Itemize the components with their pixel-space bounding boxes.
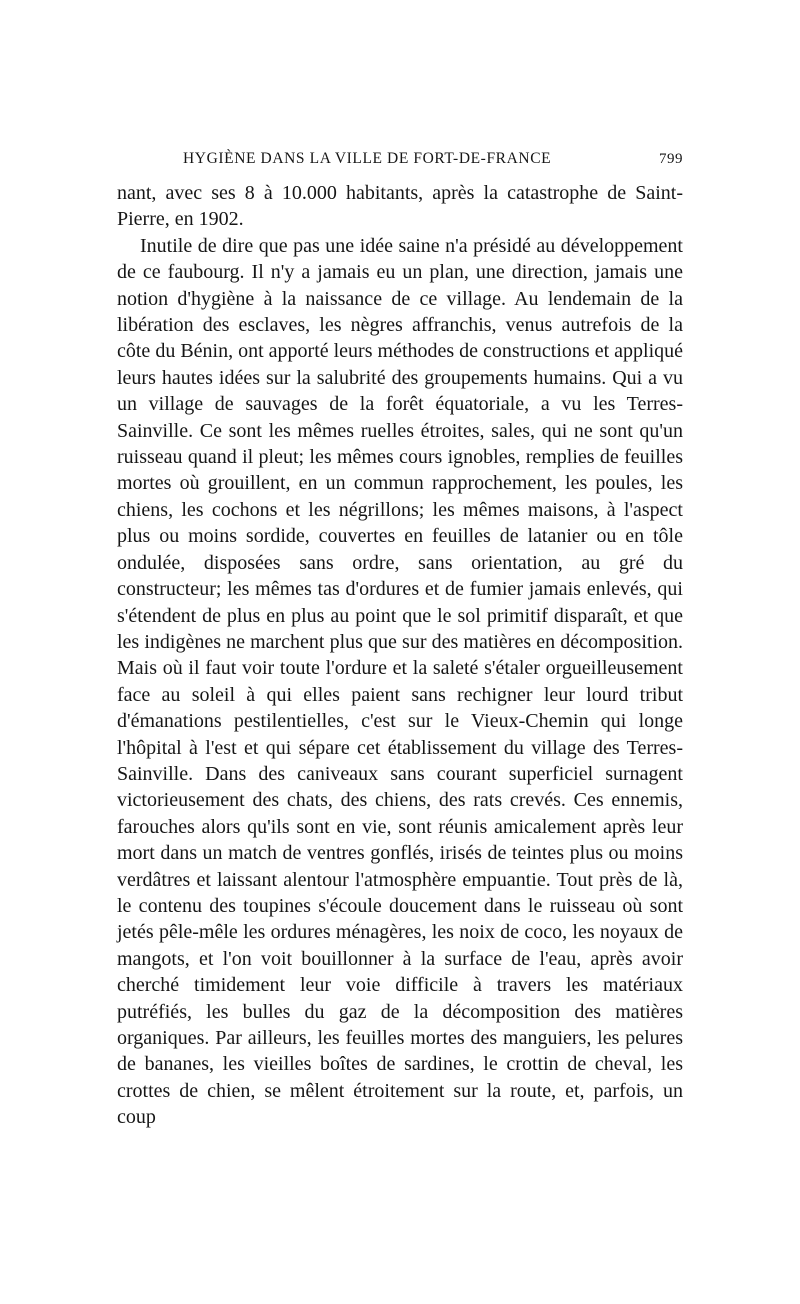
paragraph: Inutile de dire que pas une idée saine n'a présidé au développement de ce faubourg. Il n'y a jamais eu un plan, une direction, jamais une notion d'hygiène à la naissance de ce village. Au lendemain de la libération des esclaves, les nègres affranchis, venus autrefois de la côte du Bénin, ont apporté leurs méthodes de constructions et appliqué leurs hautes idées sur la salubrité des groupements humains. Qui a vu un village de sauvages de la forêt équatoriale, a vu les Terres-Sainville. Ce sont les mêmes ruelles étroites, sales, qui ne sont qu'un ruisseau quand il pleut; les mêmes cours ignobles, remplies de feuilles mortes où grouillent, en un commun rapprochement, les poules, les chiens, les cochons et les négrillons; les mêmes maisons, à l'aspect plus ou moins sordide, couvertes en feuilles de latanier ou en tôle ondulée, disposées sans ordre, sans orientation, au gré du constructeur; les mêmes tas d'ordures et de fumier jamais enlevés, qui s'étendent de plus en plus au point que le sol primitif disparaît, et que les indigènes ne marchent plus que sur des matières en décomposition. Mais où il faut voir toute l'ordure et la saleté s'étaler orgueilleusement face au soleil à qui elles paient sans rechigner leur lourd tribut d'émanations pestilentielles, c'est sur le Vieux-Chemin qui longe l'hôpital à l'est et qui sépare cet établissement du village des Terres-Sainville. Dans des caniveaux sans courant superficiel surnagent victorieusement des chats, des chiens, des rats crevés. Ces ennemis, farouches alors qu'ils sont en vie, sont réunis amicalement après leur mort dans un match de ventres gonflés, irisés de teintes plus ou moins verdâtres et laissant alentour l'atmosphère empuantie. Tout près de là, le contenu des toupines s'écoule doucement dans le ruisseau où sont jetés pêle-mêle les ordures ménagères, les noix de coco, les noyaux de mangots, et l'on voit bouillonner à la surface de l'eau, après avoir cherché timidement leur voie difficile à travers les matériaux putréfiés, les bulles du gaz de la décomposition des matières organiques. Par ailleurs, les feuilles mortes des manguiers, les pelures de bananes, les vieilles boîtes de sardines, le crottin de cheval, les crottes de chien, se mêlent étroitement sur la route, et, parfois, un coup xyxy=(117,234,683,1129)
paragraph: nant, avec ses 8 à 10.000 habitants, après la catastrophe de Saint-Pierre, en 1902. xyxy=(117,182,683,231)
page-number: 799 xyxy=(659,151,683,167)
running-title: HYGIÈNE DANS LA VILLE DE FORT-DE-FRANCE xyxy=(183,150,552,167)
book-page xyxy=(117,150,683,1131)
body-text xyxy=(117,180,683,1131)
running-header xyxy=(117,150,683,180)
